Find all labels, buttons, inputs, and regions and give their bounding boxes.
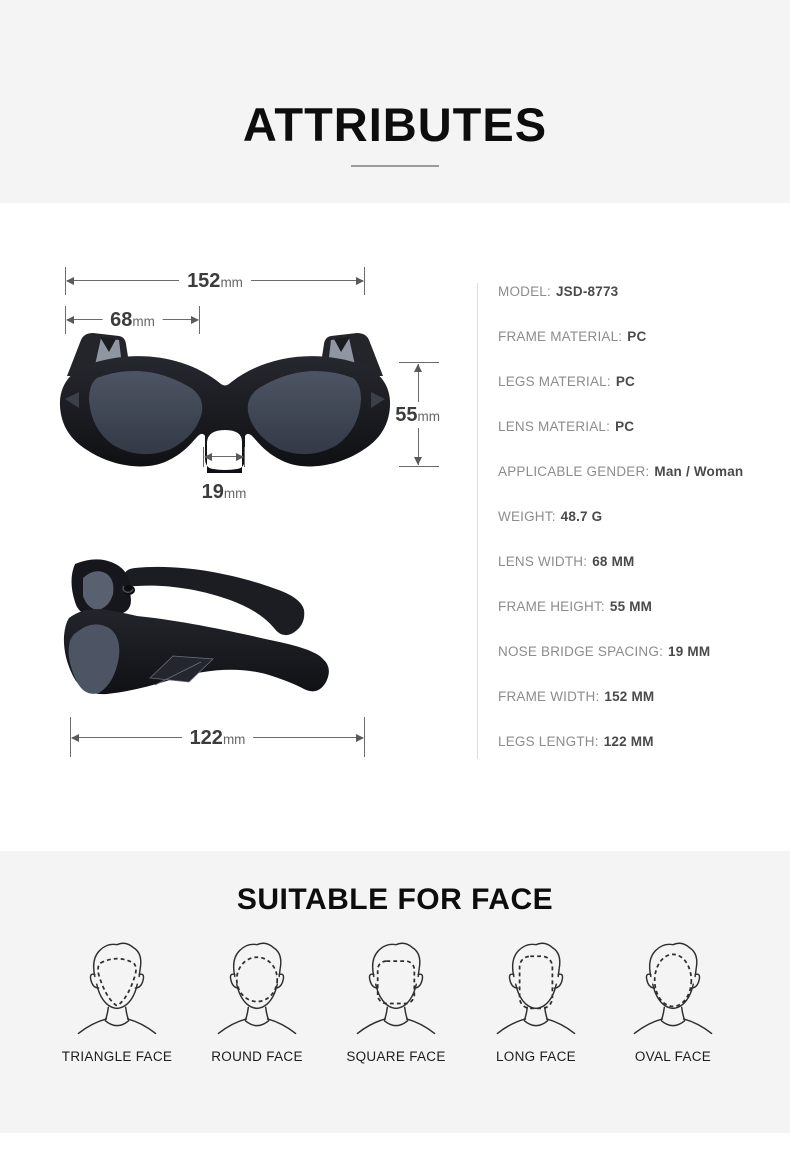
spec-row-gender: APPLICABLE GENDER: Man / Woman [498,464,744,479]
title-underline [351,165,439,167]
face-label: OVAL FACE [634,1049,712,1064]
dim-nose-bridge [203,447,245,467]
spec-row-lens-width: LENS WIDTH: 68 MM [498,554,635,569]
spec-row-frame-material: FRAME MATERIAL: PC [498,329,647,344]
dim-legs-length-label: 122mm [182,727,254,749]
arrow-right-icon [236,453,244,461]
face-card-round [187,936,327,1064]
spec-row-legs-material: LEGS MATERIAL: PC [498,374,635,389]
arrow-left-icon [66,277,74,285]
dim-frame-width-label: 152mm [179,270,251,292]
dim-lens-width-label: 68mm [102,309,163,331]
face-card-long [466,936,606,1064]
arrow-down-icon [414,457,422,465]
dim-tick [364,267,365,295]
face-label: LONG FACE [496,1049,576,1064]
face-section-title: SUITABLE FOR FACE [236,883,554,916]
arrow-left-icon [71,734,79,742]
face-card-triangle [47,936,187,1064]
dim-tick [244,447,245,467]
spec-row-frame-height: FRAME HEIGHT: 55 MM [498,599,653,614]
oval-face-icon [623,936,723,1044]
square-face-icon [346,936,446,1044]
arrow-left-icon [66,316,74,324]
side-front-stack-top [72,559,136,616]
dim-frame-height-label: 55mm [395,403,441,426]
attributes-title: ATTRIBUTES [242,98,548,151]
sunglasses-side-view [55,556,365,706]
arrow-left-icon [204,453,212,461]
spec-row-nose-bridge: NOSE BRIDGE SPACING: 19 MM [498,644,711,659]
round-face-icon [207,936,307,1044]
arrow-up-icon [414,364,422,372]
face-card-oval [603,936,743,1064]
long-face-icon [486,936,586,1044]
dim-tick [399,466,439,467]
dim-tick [399,362,439,363]
face-card-square [326,936,466,1064]
face-label: ROUND FACE [211,1049,303,1064]
dim-nose-bridge-label: 19mm [201,481,247,503]
dim-legs-length [70,717,365,757]
arrow-right-icon [191,316,199,324]
spec-row-lens-material: LENS MATERIAL: PC [498,419,635,434]
dim-frame-height [397,362,441,467]
spec-row-weight: WEIGHT: 48.7 G [498,509,603,524]
spec-divider [477,283,478,759]
spec-row-model: MODEL: JSD-8773 [498,284,619,299]
spec-row-legs-length: LEGS LENGTH: 122 MM [498,734,654,749]
face-label: SQUARE FACE [346,1049,446,1064]
arrow-right-icon [356,734,364,742]
arrow-right-icon [356,277,364,285]
dim-frame-width [65,267,365,295]
triangle-face-icon [67,936,167,1044]
spec-row-frame-width: FRAME WIDTH: 152 MM [498,689,655,704]
face-label: TRIANGLE FACE [61,1049,173,1064]
spec-list [498,269,783,764]
dim-tick [364,717,365,757]
